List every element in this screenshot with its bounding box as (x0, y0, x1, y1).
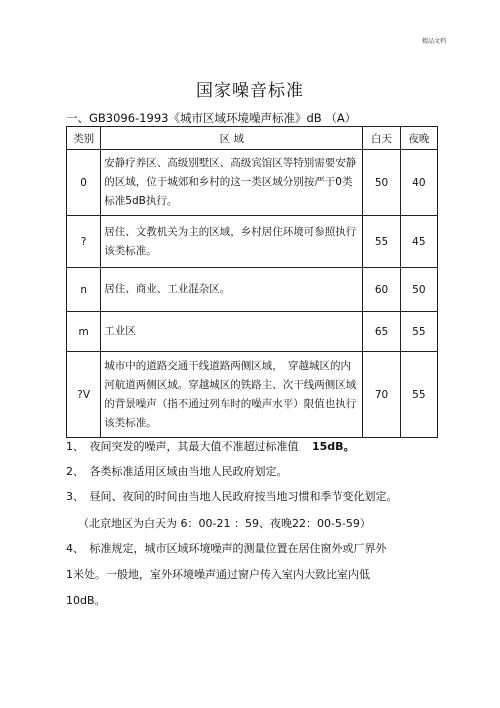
day-value-cell: 50 (363, 150, 400, 216)
table-subtitle: 一、GB3096-1993《城市区域环境噪声标准》dB （A） (66, 111, 357, 125)
night-value-cell: 55 (400, 312, 437, 352)
table-row (67, 268, 438, 312)
category-cell: 0 (67, 150, 101, 216)
note-4-line-1: 4、 标准规定，城市区域环境噪声的测量位置在居住窗外或厂界外 (66, 542, 387, 555)
night-value-cell: 45 (400, 216, 437, 268)
note-4-line-2: 1米处。一般地，室外环境噪声通过窗户传入室内大致比室内低 (66, 568, 370, 581)
category-cell: ?V (67, 352, 101, 438)
note-3-detail: （北京地区为白天为 6：00-21 ：59、夜晚22：00-5-59） (78, 517, 371, 530)
note-4-line-3: 10dB。 (66, 594, 106, 607)
table-row (67, 216, 438, 268)
note-1-value: 15dB。 (312, 440, 355, 453)
header-tag: 精品文档 (421, 38, 446, 45)
table-row (67, 352, 438, 438)
description-cell: 居住、商业、工业混杂区。 (101, 268, 363, 312)
col-header-night: 夜晚 (400, 127, 437, 150)
col-header-category: 类别 (67, 127, 101, 150)
page-title: 国家噪音标准 (196, 81, 304, 101)
note-1-text: 1、 夜间突发的噪声，其最大值不准超过标准值 (66, 440, 299, 453)
table-row (67, 150, 438, 216)
day-value-cell: 55 (363, 216, 400, 268)
table-row (67, 312, 438, 352)
note-1 (66, 438, 355, 454)
day-value-cell: 60 (363, 268, 400, 312)
col-header-day: 白天 (363, 127, 400, 150)
note-3: 3、 昼间、夜间的时间由当地人民政府按当地习惯和季节变化划定。 (66, 490, 398, 503)
night-value-cell: 50 (400, 268, 437, 312)
col-header-area: 区 域 (101, 127, 363, 150)
table-header-row (67, 127, 438, 150)
day-value-cell: 70 (363, 352, 400, 438)
description-cell: 居住、文教机关为主的区域，乡村居住环境可参照执行该类标准。 (101, 216, 363, 268)
night-value-cell: 40 (400, 150, 437, 216)
category-cell: n (67, 268, 101, 312)
note-2: 2、 各类标准适用区域由当地人民政府划定。 (66, 465, 288, 478)
description-cell: 工业区 (101, 312, 363, 352)
description-cell: 城市中的道路交通干线道路两侧区域， 穿越城区的内河航道两侧区域。穿越城区的铁路主、次干线两侧区域的背景噪声（指不通过列车时的噪声水平）限值也执行该类标准。 (101, 352, 363, 438)
description-cell: 安静疗养区、高级别墅区、高级宾馆区等特别需要安静的区域，位于城郊和乡村的这一类区域分别按严于0类标准5dB执行。 (101, 150, 363, 216)
night-value-cell: 55 (400, 352, 437, 438)
category-cell: ? (67, 216, 101, 268)
category-cell: m (67, 312, 101, 352)
day-value-cell: 65 (363, 312, 400, 352)
noise-standard-table (66, 126, 438, 438)
